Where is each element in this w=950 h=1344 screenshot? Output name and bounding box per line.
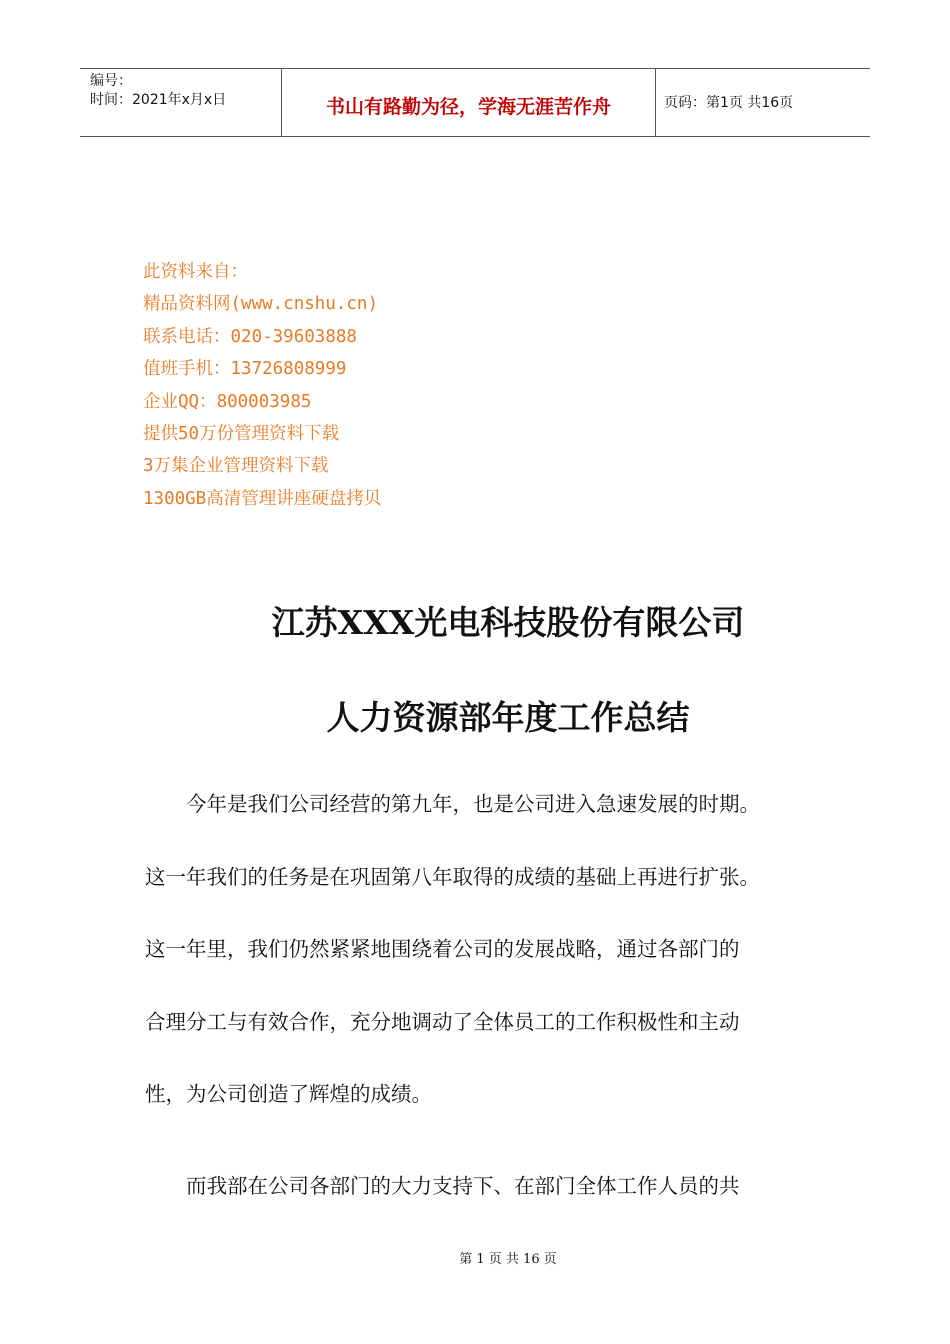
source-line: 值班手机：13726808999 [143,359,347,380]
body-line: 这一年我们的任务是在巩固第八年取得的成绩的基础上再进行扩张。 [145,864,760,889]
header-info [90,72,226,110]
body-line: 而我部在公司各部门的大力支持下、在部门全体工作人员的共 [145,1174,740,1198]
source-line: 精品资料网(www.cnshu.cn) [143,294,379,315]
source-line: 联系电话：020-39603888 [143,326,357,347]
header-top-rule [80,68,870,69]
doc-number-label: 编号： [90,73,132,89]
header-motto: 书山有路勤为径，学海无涯苦作舟 [325,96,611,118]
body-paragraph-2 [145,1150,740,1223]
page-footer: 第 1 页 共 16 页 [459,1252,557,1267]
body-line: 合理分工与有效合作，充分地调动了全体员工的工作积极性和主动 [145,1009,740,1034]
source-line: 提供50万份管理资料下载 [143,424,340,445]
body-line: 性，为公司创造了辉煌的成绩。 [145,1082,432,1106]
document-title-report: 人力资源部年度工作总结 [326,698,690,737]
doc-date-label: 时间：2021年x月x日 [90,92,227,108]
body-line: 今年是我们公司经营的第九年，也是公司进入急速发展的时期。 [145,792,760,816]
header-divider-2 [655,68,656,136]
source-line: 3万集企业管理资料下载 [143,456,329,477]
source-line: 1300GB高清管理讲座硬盘拷贝 [143,488,382,509]
source-line: 此资料来自： [143,262,248,282]
source-line: 企业QQ：800003985 [143,391,312,412]
header-page-label: 页码：第1页 共16页 [664,95,794,111]
header-bottom-rule [80,136,870,137]
document-title-company: 江苏XXX光电科技股份有限公司 [271,603,745,642]
body-line: 这一年里，我们仍然紧紧地围绕着公司的发展战略，通过各部门的 [145,937,740,961]
source-info-block [143,256,381,515]
body-paragraph-1 [145,768,760,1131]
